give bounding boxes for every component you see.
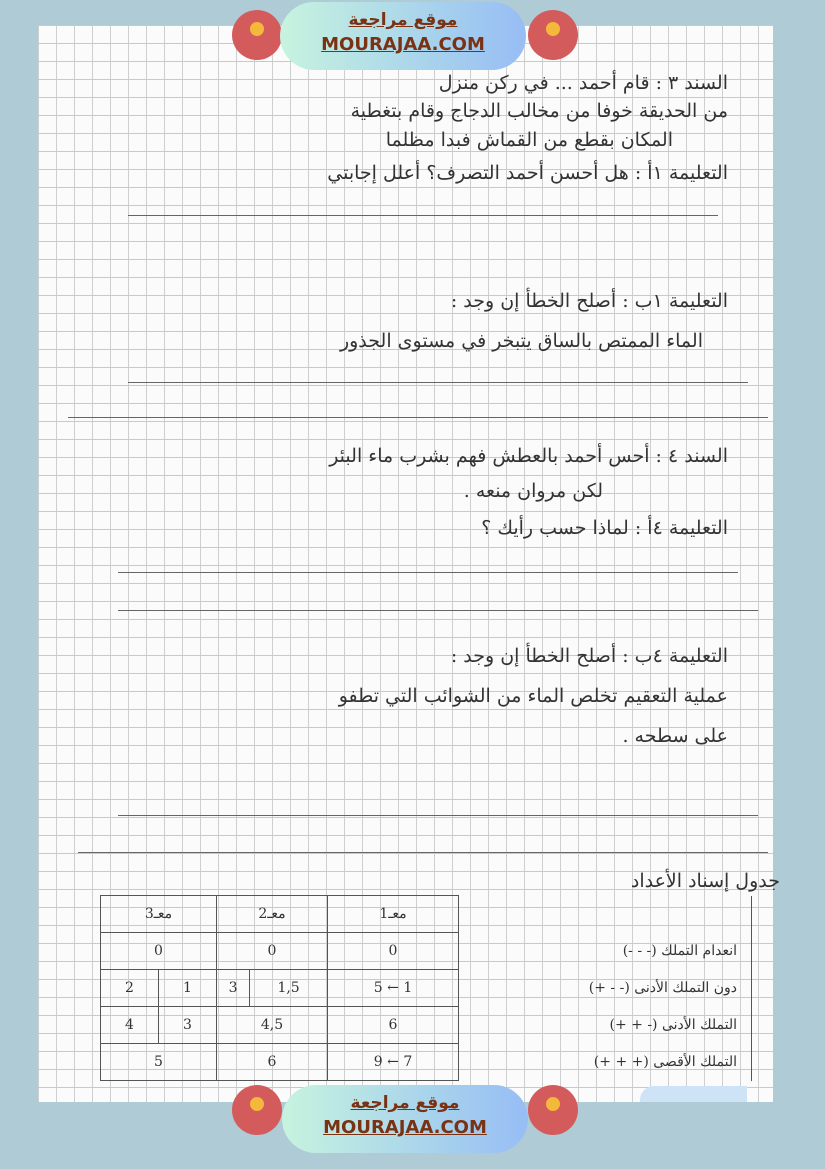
book-icon [546,1097,560,1111]
text-line: عملية التعقيم تخلص الماء من الشوائب التي تطفو [338,685,728,707]
grading-table [100,895,752,1081]
table-row [101,933,752,970]
text-line: الماء الممتص بالساق يتبخر في مستوى الجذور [339,330,703,352]
row-label: انعدام التملك (- - -) [459,933,752,970]
cell: 2 [101,970,159,1007]
site-logo-badge[interactable] [232,1085,282,1135]
text-line: من الحديقة خوفا من مخالب الدجاج وقام بتغطية [350,100,728,122]
answer-line [128,215,718,216]
text-line: التعليمة ١ب : أصلح الخطأ إن وجد : [450,290,728,312]
table-row [101,1007,752,1044]
header-criterion-3: معـ3 [101,896,217,933]
banner-latin: MOURAJAA.COM [321,34,485,55]
text-line: لكن مروان منعه . [463,480,603,502]
book-icon [546,22,560,36]
cell: 6 [217,1044,328,1081]
text-line: على سطحه . [622,725,728,747]
cell: 7 ← 9 [328,1044,459,1081]
row-label: التملك الأدنى (- + +) [459,1007,752,1044]
answer-line [118,815,758,816]
text-line: التعليمة ٤أ : لماذا حسب رأيك ؟ [481,517,728,539]
cell: 4,5 [217,1007,328,1044]
header-criterion-1: معـ1 [328,896,459,933]
text-line: التعليمة ١أ : هل أحسن أحمد التصرف؟ أعلل إجابتي [327,162,728,184]
table-row [101,1044,752,1081]
text-line: السند ٤ : أحس أحمد بالعطش فهم بشرب ماء البئر [329,445,728,467]
cell: 0 [101,933,217,970]
answer-line [118,572,738,573]
site-logo-badge[interactable] [232,10,282,60]
cell: 1,5 [250,970,328,1007]
header-criterion-2: معـ2 [217,896,328,933]
row-label: دون التملك الأدنى (- - +) [459,970,752,1007]
table-title: جدول إسناد الأعداد [630,870,780,892]
cell: 3 [159,1007,217,1044]
cell: 0 [217,933,328,970]
banner-arabic: موقع مراجعة [348,10,458,30]
answer-line [128,382,748,383]
site-banner-top[interactable] [280,2,526,70]
cell: 6 [328,1007,459,1044]
site-banner-bottom[interactable] [282,1085,528,1153]
banner-arabic: موقع مراجعة [350,1093,460,1113]
cell: 1 ← 5 [328,970,459,1007]
cell: 5 [101,1044,217,1081]
text-line: المكان بقطع من القماش فبدا مظلما [385,129,673,151]
banner-latin: MOURAJAA.COM [323,1117,487,1138]
cell: 0 [328,933,459,970]
text-line: السند ٣ : قام أحمد ... في ركن منزل [438,72,728,94]
cell: 3 [217,970,250,1007]
site-logo-badge[interactable] [528,10,578,60]
site-logo-badge[interactable] [528,1085,578,1135]
divider [68,417,768,418]
cell: 4 [101,1007,159,1044]
cell: 1 [159,970,217,1007]
watermark-box [640,1086,747,1102]
book-icon [250,1097,264,1111]
divider [78,852,768,853]
row-label: التملك الأقصى (+ + +) [459,1044,752,1081]
table-row [101,970,752,1007]
answer-line [118,610,758,611]
text-line: التعليمة ٤ب : أصلح الخطأ إن وجد : [450,645,728,667]
book-icon [250,22,264,36]
